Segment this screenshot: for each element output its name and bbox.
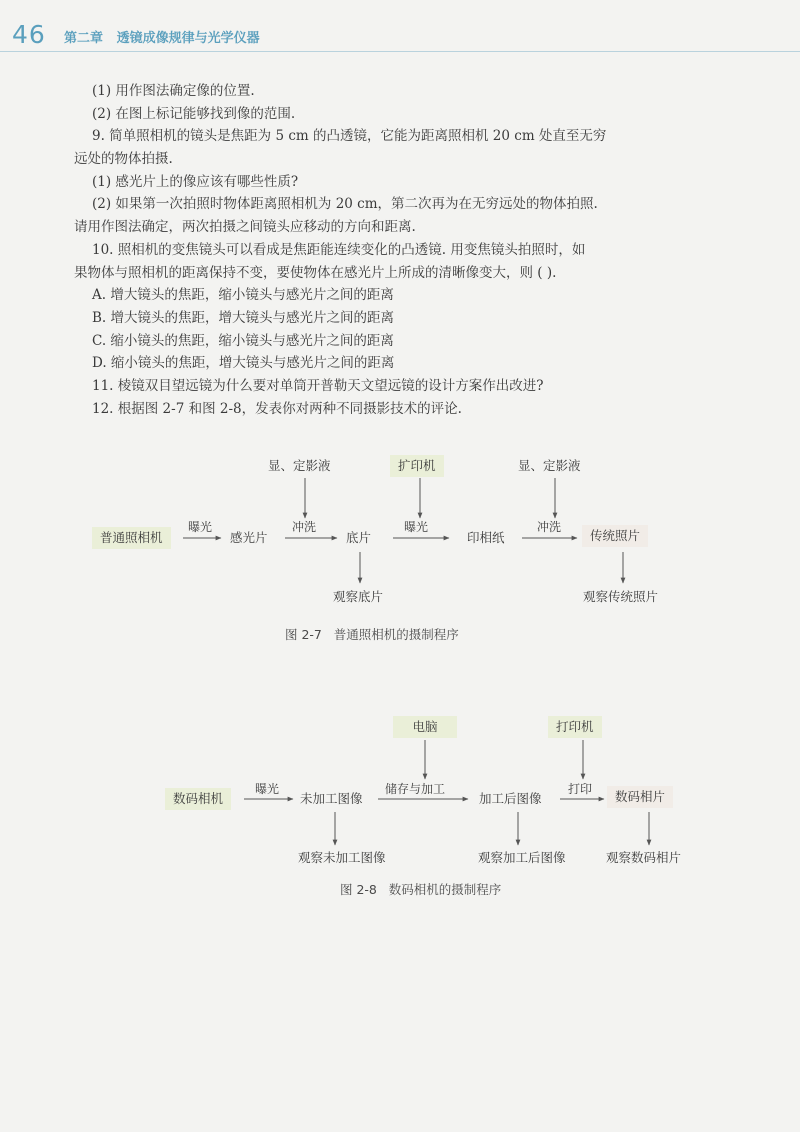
node-film: 感光片 [230,530,268,545]
edge-expose: 曝光 [188,520,213,534]
text-line: A. 增大镜头的焦距，缩小镜头与感光片之间的距离 [92,287,394,304]
text-line: D. 缩小镜头的焦距，增大镜头与感光片之间的距离 [92,355,395,372]
text-line: 10. 照相机的变焦镜头可以看成是焦距能连续变化的凸透镜. 用变焦镜头拍照时，如 [92,241,586,258]
node-view-photo: 观察传统照片 [583,589,659,604]
node-digital-photo: 数码相片 [607,786,673,808]
edge-store-process: 储存与加工 [385,782,446,796]
node-chemicals-1: 显、定影液 [268,458,331,473]
node-view-digital-photo: 观察数码相片 [606,850,682,865]
node-view-negative: 观察底片 [333,589,384,604]
node-negative: 底片 [346,530,372,545]
text-line: C. 缩小镜头的焦距，缩小镜头与感光片之间的距离 [92,332,394,349]
node-view-processed: 观察加工后图像 [478,850,566,865]
edge-wash: 冲洗 [537,520,562,534]
node-traditional-photo: 传统照片 [582,525,648,547]
page-number: 46 [12,20,46,49]
text-line: 果物体与照相机的距离保持不变，要使物体在感光片上所成的清晰像变大，则 ( ). [74,264,557,281]
text-line: (1) 感光片上的像应该有哪些性质? [92,173,299,190]
text-line: 11. 棱镜双目望远镜为什么要对单筒开普勒天文望远镜的设计方案作出改进? [92,377,544,394]
node-processed-image: 加工后图像 [479,791,542,806]
text-line: 12. 根据图 2-7 和图 2-8，发表你对两种不同摄影技术的评论. [92,400,462,417]
figure-caption: 图 2-7 普通照相机的摄制程序 [285,627,459,642]
text-line: (2) 如果第一次拍照时物体距离照相机为 20 cm，第二次再为在无穷远处的物体拍照. [92,196,598,213]
node-ordinary-camera: 普通照相机 [92,527,171,549]
text-line: 9. 简单照相机的镜头是焦距为 5 cm 的凸透镜，它能为距离照相机 20 cm 处直至无穷 [92,128,607,145]
node-enlarger: 扩印机 [390,455,444,477]
node-raw-image: 未加工图像 [300,791,363,806]
node-photo-paper: 印相纸 [467,530,505,545]
edge-print: 打印 [568,782,593,796]
text-line: (1) 用作图法确定像的位置. [92,83,255,99]
text-line: 请用作图法确定，两次拍摄之间镜头应移动的方向和距离. [74,219,416,236]
text-line: B. 增大镜头的焦距，增大镜头与感光片之间的距离 [92,309,395,326]
edge-expose: 曝光 [404,520,429,534]
node-computer: 电脑 [393,716,457,738]
edge-wash: 冲洗 [292,520,317,534]
text-line: (2) 在图上标记能够找到像的范围. [92,105,296,122]
node-digital-camera: 数码相机 [165,788,231,810]
figure-caption: 图 2-8 数码相机的摄制程序 [340,882,502,897]
node-view-raw: 观察未加工图像 [298,850,386,865]
chapter-title: 第二章 透镜成像规律与光学仪器 [64,31,260,46]
node-printer: 打印机 [548,716,602,738]
edge-expose: 曝光 [255,782,280,796]
node-chemicals-2: 显、定影液 [518,458,581,473]
text-line: 远处的物体拍摄. [74,151,173,168]
